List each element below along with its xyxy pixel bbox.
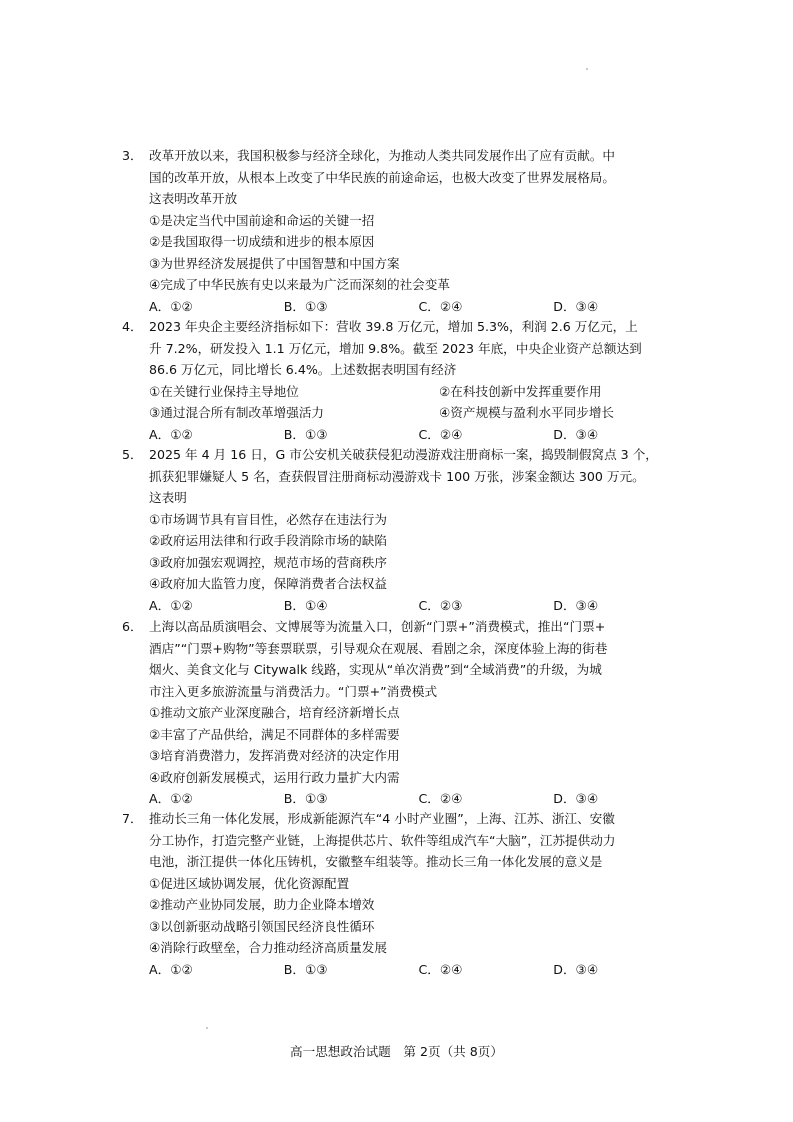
statement-option: ③为世界经济发展提供了中国智慧和中国方案	[149, 255, 400, 271]
statement-option: ①促进区域协调发展，优化资源配置	[149, 875, 350, 891]
choice-a: A．①②	[149, 791, 193, 806]
question-stem-line: 这表明	[149, 490, 187, 505]
statement-option-row	[122, 381, 688, 403]
question-stem-line: 烟火、美食文化与 Citywalk 线路，实现从“单次消费”到“全域消费”的升级，为城	[149, 662, 602, 677]
choice-b: B．①③	[283, 961, 328, 977]
statement-option: ④政府加大监管力度，保障消费者合法权益	[149, 576, 387, 591]
choice-c: C．②④	[418, 791, 463, 806]
choice-b: B．①③	[283, 791, 328, 806]
choice-a: A．①②	[149, 597, 193, 613]
question-number: 6．	[122, 619, 143, 634]
question-stem-line: 升 7.2%，研发投入 1.1 万亿元，增加 9.8%。截至 2023 年底，中央企业资产总额达到	[149, 340, 642, 356]
statement-option: ②丰富了产品供给，满足不同群体的多样需要	[149, 726, 400, 742]
choice-c: C．②④	[418, 298, 463, 314]
answer-choices	[122, 788, 688, 810]
statement-option: ③以创新驱动战略引领国民经济良性循环	[149, 918, 375, 934]
question-6	[122, 616, 688, 810]
choice-a: A．①②	[149, 298, 193, 314]
statement-option: ③政府加强宏观调控，规范市场的营商秩序	[149, 554, 387, 570]
question-stem-line: 3． 改革开放以来，我国积极参与经济全球化，为推动人类共同发展作出了应有贡献。中	[122, 145, 688, 167]
question-5	[122, 444, 688, 616]
answer-choices	[122, 959, 688, 981]
choice-a: A．①②	[149, 426, 193, 442]
statement-option: ①是决定当代中国前途和命运的关键一招	[149, 212, 375, 228]
question-stem-line: 4． 2023 年央企主要经济指标如下：营收 39.8 万亿元，增加 5.3%，利润 2.6 万亿元，上	[122, 316, 688, 338]
question-number: 4．	[122, 319, 143, 334]
statement-option: ②在科技创新中发挥重要作用	[439, 383, 602, 399]
question-number: 5．	[122, 447, 143, 462]
question-stem-line: 电池，浙江提供一体化压铸机，安徽整车组装等。推动长三角一体化发展的意义是	[149, 854, 603, 869]
question-stem-line: 5． 2025 年 4 月 16 日，G 市公安机关破获侵犯动漫游戏注册商标一案，捣毁制假窝点 3 个，	[122, 444, 688, 466]
scan-speck	[586, 68, 588, 70]
choice-b: B．①④	[283, 597, 328, 613]
answer-choices	[122, 296, 688, 318]
answer-choices	[122, 595, 688, 617]
choice-d: D．③④	[553, 791, 599, 806]
statement-option-row	[122, 402, 688, 424]
question-4	[122, 316, 688, 445]
statement-option: ③通过混合所有制改革增强活力	[149, 405, 325, 420]
question-stem-line: 86.6 万亿元，同比增长 6.4%。上述数据表明国有经济	[149, 362, 457, 377]
question-stem-line: 这表明改革开放	[149, 191, 238, 206]
choice-d: D．③④	[553, 597, 599, 613]
statement-option: ③培育消费潜力，发挥消费对经济的决定作用	[149, 748, 400, 763]
choice-c: C．②③	[418, 597, 463, 613]
statement-option: ②政府运用法律和行政手段消除市场的缺陷	[149, 533, 387, 548]
question-stem-line: 国的改革开放，从根本上改变了中华民族的前途命运，也极大改变了世界发展格局。	[149, 169, 615, 185]
statement-option: ①推动文旅产业深度融合，培育经济新增长点	[149, 705, 400, 720]
question-stem-line: 7． 推动长三角一体化发展，形成新能源汽车“4 小时产业圈”，上海、江苏、浙江、安徽	[122, 808, 688, 830]
statement-option: ④资产规模与盈利水平同步增长	[439, 405, 615, 420]
statement-option: ④完成了中华民族有史以来最为广泛而深刻的社会变革	[149, 277, 450, 292]
question-7	[122, 808, 688, 980]
choice-b: B．①③	[283, 298, 328, 314]
choice-d: D．③④	[553, 961, 599, 977]
question-stem-line: 分工协作，打造完整产业链，上海提供芯片、软件等组成汽车“大脑”，江苏提供动力	[149, 832, 616, 848]
statement-option: ①在关键行业保持主导地位	[149, 383, 299, 399]
statement-option: ②推动产业协同发展，助力企业降本增效	[149, 897, 375, 912]
question-stem-line: 抓获犯罪嫌疑人 5 名，查获假冒注册商标动漫游戏卡 100 万张，涉案金额达 300 万元。	[149, 468, 645, 484]
statement-option: ②是我国取得一切成绩和进步的根本原因	[149, 234, 375, 249]
scan-speck	[206, 1027, 208, 1029]
choice-d: D．③④	[553, 426, 599, 442]
question-number: 7．	[122, 811, 143, 826]
answer-choices	[122, 424, 688, 446]
question-3	[122, 145, 688, 317]
choice-b: B．①③	[283, 426, 328, 442]
statement-option: ④消除行政壁垒，合力推动经济高质量发展	[149, 940, 387, 955]
choice-c: C．②④	[418, 426, 463, 442]
page-footer: 高一思想政治试题 第 2页（共 8页）	[290, 1044, 503, 1059]
choice-a: A．①②	[149, 961, 193, 977]
question-number: 3．	[122, 148, 143, 163]
statement-option: ④政府创新发展模式，运用行政力量扩大内需	[149, 769, 400, 785]
statement-option: ①市场调节具有盲目性，必然存在违法行为	[149, 511, 387, 527]
question-stem-line: 6． 上海以高品质演唱会、文博展等为流量入口，创新“门票+”消费模式，推出“门票+	[122, 616, 688, 638]
question-stem-line: 酒店”“门票+购物”等套票联票，引导观众在观展、看剧之余，深度体验上海的街巷	[149, 640, 608, 656]
choice-c: C．②④	[418, 961, 463, 977]
question-stem-line: 市注入更多旅游流量与消费活力。“门票+”消费模式	[149, 683, 438, 699]
choice-d: D．③④	[553, 298, 599, 314]
